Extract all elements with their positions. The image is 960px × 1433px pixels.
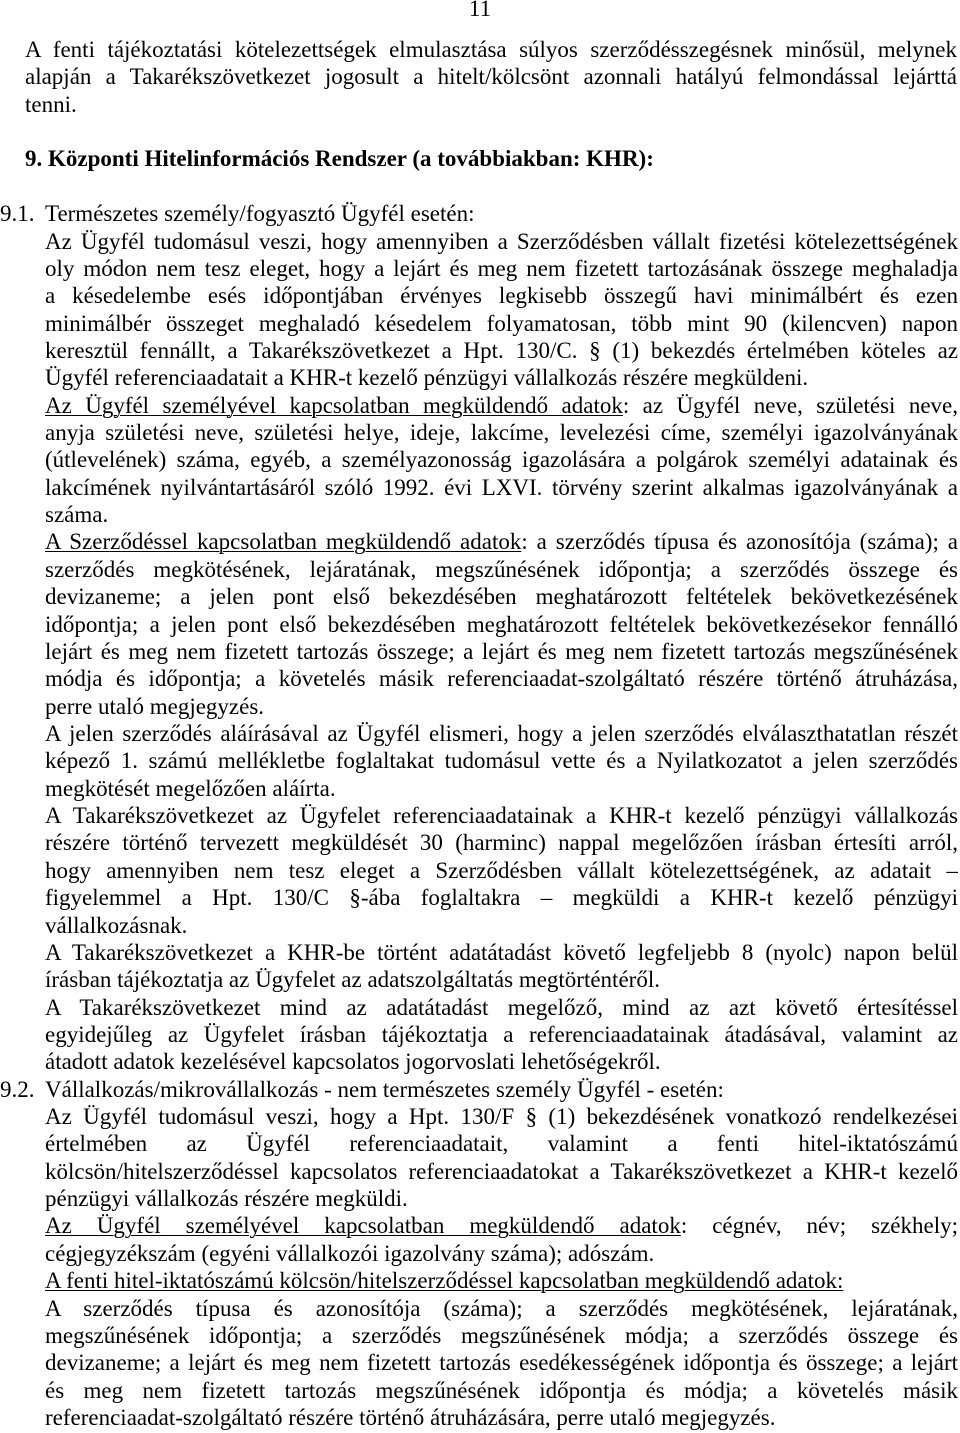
- text-line: értelmében az Ügyfél referenciaadatait, valamint a fenti hitel-iktatószámú: [45, 1131, 958, 1157]
- prior-notice-paragraph: [0, 802, 960, 939]
- section-9-1-heading: [0, 200, 960, 227]
- text-line: A szerződés típusa és azonosítója (száma); a szerződés megkötésének, lejáratának,: [45, 1295, 958, 1321]
- entity-data-paragraph: [0, 1212, 960, 1267]
- underlined-label: A fenti hitel-iktatószámú kölcsön/hitelszerződéssel kapcsolatban megküldendő adatok:: [45, 1268, 844, 1294]
- text-line: képező 1. számú mellékletbe foglaltakat tudomásul vette és a Nyilatkozatot a jelen szerződés: [45, 748, 958, 774]
- text-line: A Takarékszövetkezet mind az adatátadást megelőző, mind az azt követő értesítéssel: [45, 994, 958, 1020]
- text-line: [45, 1267, 958, 1294]
- text-line: módja és időpontja; a követelés másik referenciaadat-szolgáltató részére történő átruházása,: [45, 666, 958, 692]
- text-line: referenciaadat-szolgáltató részére történő átruházására, perre utaló megjegyzés.: [45, 1404, 776, 1430]
- section-title: Természetes személy/fogyasztó Ügyfél esetén:: [45, 201, 475, 227]
- acknowledgement-paragraph: [0, 720, 960, 802]
- text-line: figyelemmel a Hpt. 130/C §-ába foglaltakra – megküldi a KHR-t kezelő pénzügyi: [45, 885, 958, 911]
- contract-data-paragraph: [0, 528, 960, 720]
- text-line: A fenti tájékoztatási kötelezettségek elmulasztása súlyos szerződésszegésnek minősül, melynek: [25, 37, 957, 62]
- text-line: vállalkozásnak.: [45, 912, 188, 938]
- text-line: alapján a Takarékszövetkezet jogosult a hitelt/kölcsönt azonnali hatályú felmondással lejárttá: [25, 64, 957, 90]
- text-line: átadott adatok kezelésével kapcsolatos jogorvoslati lehetőségekről.: [45, 1049, 661, 1075]
- text-line: A Takarékszövetkezet az Ügyfelet referenciaadatainak a KHR-t kezelő pénzügyi vállalkozás: [45, 803, 958, 829]
- khr-section-heading: 9. Központi Hitelinformációs Rendszer (a továbbiakban: KHR):: [25, 146, 654, 172]
- section-number: 9.2.: [0, 1076, 35, 1102]
- text-line: száma.: [45, 502, 109, 528]
- text-line: devizaneme; a jelen pont első bekezdésében meghatározott feltételek bekövetkezésének: [45, 584, 958, 610]
- obligation-paragraph: [0, 228, 960, 392]
- text-line: pénzügyi vállalkozás részére megküldi.: [45, 1186, 408, 1212]
- text-line: tenni.: [25, 91, 77, 117]
- text-line: (útlevelének) száma, egyéb, a személyazonosság igazolására a polgárok személyi adatainak és: [45, 447, 958, 473]
- line-text: : az Ügyfél neve, születési neve,: [622, 392, 958, 418]
- business-obligation-paragraph: [0, 1103, 960, 1212]
- text-line: [45, 392, 958, 419]
- text-line: keresztül fennállt, a Takarékszövetkezet a Hpt. 130/C. § (1) bekezdés értelmében köteles az: [45, 337, 958, 363]
- text-line: egyidejűleg az Ügyfelet írásban tájékoztatja a referenciaadatainak átadásával, valamint az: [45, 1021, 958, 1047]
- text-line: [45, 528, 958, 555]
- blank-line: [0, 118, 960, 145]
- text-line: Az Ügyfél tudomásul veszi, hogy amennyiben a Szerződésben vállalt fizetési kötelezettségének: [45, 228, 958, 254]
- text-line: megkötését megelőzően aláírta.: [45, 775, 336, 801]
- text-line: perre utaló megjegyzés.: [45, 693, 265, 719]
- text-line: anyja születési neve, születési helye, ideje, lakcíme, levelezési címe, személyi igazolványának: [45, 420, 958, 446]
- section-9-2-heading: [0, 1076, 960, 1103]
- intro-paragraph: [0, 36, 960, 118]
- text-line: részére történő tervezett megküldését 30 (harminc) nappal megelőzően írásban értesíti arról,: [45, 830, 958, 856]
- page-number: 11: [468, 0, 492, 21]
- text-line: szerződés megkötésének, lejáratának, megszűnésének időpontja; a szerződés összege és: [45, 556, 958, 582]
- text-line: írásban tájékoztatja az Ügyfelet az adatszolgáltatás megtörténtéről.: [45, 967, 660, 993]
- underlined-label: Az Ügyfél személyével kapcsolatban megküldendő adatok: [45, 392, 623, 418]
- section-title: Vállalkozás/mikrovállalkozás - nem természetes személy Ügyfél - esetén:: [45, 1076, 724, 1102]
- text-line: a késedelembe esés időpontjában érvényes legkisebb összegű havi minimálbért és ezen: [45, 283, 958, 309]
- underlined-label: A Szerződéssel kapcsolatban megküldendő adatok: [45, 529, 522, 555]
- text-line: lejárt és meg nem fizetett tartozás összege; a lejárt és meg nem fizetett tartozás megszűnésének: [45, 638, 958, 664]
- text-line: cégjegyzékszám (egyéni vállalkozói igazolvány száma); adószám.: [45, 1240, 655, 1266]
- text-line: kölcsön/hitelszerződéssel kapcsolatos referenciaadatokat a Takarékszövetkezet a KHR-t kezelő: [45, 1158, 958, 1184]
- person-data-paragraph: [0, 392, 960, 529]
- text-line: [45, 1212, 958, 1239]
- text-line: időpontja; a jelen pont első bekezdésében meghatározott feltételek bekövetkezésekor fennálló: [45, 611, 958, 637]
- text-line: hogy amennyiben nem tesz eleget a Szerződésben vállalt kötelezettségének, az adatait –: [45, 857, 958, 883]
- text-line: oly módon nem tesz eleget, hogy a lejárt és meg nem fizetett tartozásának összege meghaladja: [45, 255, 958, 281]
- text-line: devizaneme; a lejárt és meg nem fizetett tartozás esedékességének időpontja és összege; a lejárt: [45, 1350, 958, 1376]
- post-notice-paragraph: [0, 939, 960, 994]
- text-line: Ügyfél referenciaadatait a KHR-t kezelő pénzügyi vállalkozás részére megküldeni.: [45, 365, 809, 391]
- page-content: [0, 36, 960, 1431]
- blank-line: [0, 173, 960, 200]
- line-text: : cégnév, név; székhely;: [680, 1213, 958, 1239]
- text-line: és meg nem fizetett tartozás megszűnésének időpontja és módja; a követelés másik: [45, 1377, 958, 1403]
- text-line: A jelen szerződés aláírásával az Ügyfél elismeri, hogy a jelen szerződés elválaszthatatlan részét: [45, 720, 958, 746]
- business-contract-data-paragraph: [0, 1267, 960, 1431]
- text-line: minimálbér összeget meghaladó késedelem folyamatosan, több mint 90 (kilencven) napon: [45, 310, 958, 336]
- text-line: Az Ügyfél tudomásul veszi, hogy a Hpt. 130/F § (1) bekezdésének vonatkozó rendelkezései: [45, 1104, 958, 1130]
- text-line: megszűnésének időpontja; a szerződés megszűnésének módja; a szerződés összege és: [45, 1322, 958, 1348]
- underlined-label: Az Ügyfél személyével kapcsolatban megküldendő adatok: [45, 1213, 681, 1239]
- line-text: : a szerződés típusa és azonosítója (száma); a: [521, 529, 958, 555]
- remedies-paragraph: [0, 994, 960, 1076]
- section-number: 9.1.: [0, 201, 35, 227]
- text-line: lakcímének nyilvántartásáról szóló 1992. évi LXVI. törvény szerint alkalmas igazolványának a: [45, 474, 958, 500]
- text-line: A Takarékszövetkezet a KHR-be történt adatátadást követő legfeljebb 8 (nyolc) napon belül: [45, 939, 958, 965]
